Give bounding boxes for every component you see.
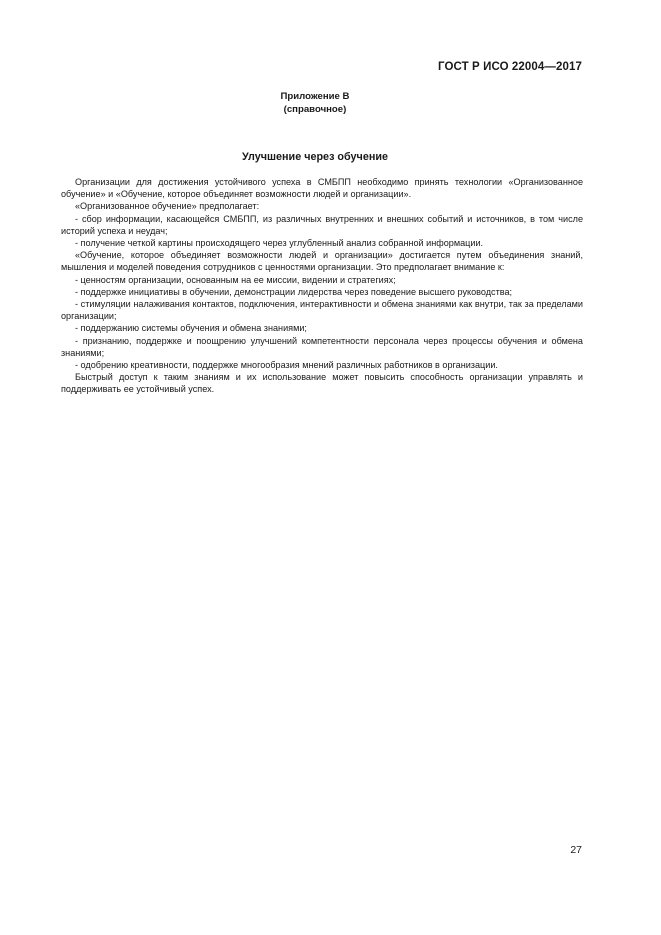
paragraph: Быстрый доступ к таким знаниям и их использование может повысить способность организации управлять и поддерживать ее устойчивый успех. <box>61 372 583 395</box>
appendix-subtitle: (справочное) <box>283 103 347 115</box>
list-item: - стимуляции налаживания контактов, подключения, интерактивности и обмена знаниями как внутри, так за пределами организации; <box>61 299 583 322</box>
appendix-heading <box>0 91 630 116</box>
paragraph: «Организованное обучение» предполагает: <box>75 201 260 212</box>
standard-code: ГОСТ Р ИСО 22004—2017 <box>437 61 582 73</box>
page-number: 27 <box>570 844 582 856</box>
list-item: - поддержке инициативы в обучении, демонстрации лидерства через поведение высшего руководства; <box>75 286 513 297</box>
list-item: - одобрению креативности, поддержке многообразия мнений различных работников в организации. <box>75 360 498 371</box>
list-item: - сбор информации, касающейся СМБПП, из различных внутренних и внешних событий и источников, в том числе историй успеха и неудач; <box>61 213 583 236</box>
list-item: - получение четкой картины происходящего через углубленный анализ собранной информации. <box>75 238 484 249</box>
paragraph: Организации для достижения устойчивого успеха в СМБПП необходимо принять технологии «Организованное обучение» и «Обучение, которое объединяет возможности людей и организации». <box>61 177 583 200</box>
list-item: - признанию, поддержке и поощрению улучшений компетентности персонала через процессы обучения и обмена знаниями; <box>61 335 583 358</box>
section-title: Улучшение через обучение <box>242 151 388 163</box>
list-item: - ценностям организации, основанным на ее миссии, видении и стратегиях; <box>75 274 396 285</box>
appendix-title: Приложение В <box>280 91 350 102</box>
paragraph: «Обучение, которое объединяет возможности людей и организации» достигается путем объединения знаний, мышления и моделей поведения сотрудников с ценностями организации. Это предполагает внимание к: <box>61 250 583 273</box>
list-item: - поддержанию системы обучения и обмена знаниями; <box>75 323 307 334</box>
body-text <box>61 176 583 396</box>
